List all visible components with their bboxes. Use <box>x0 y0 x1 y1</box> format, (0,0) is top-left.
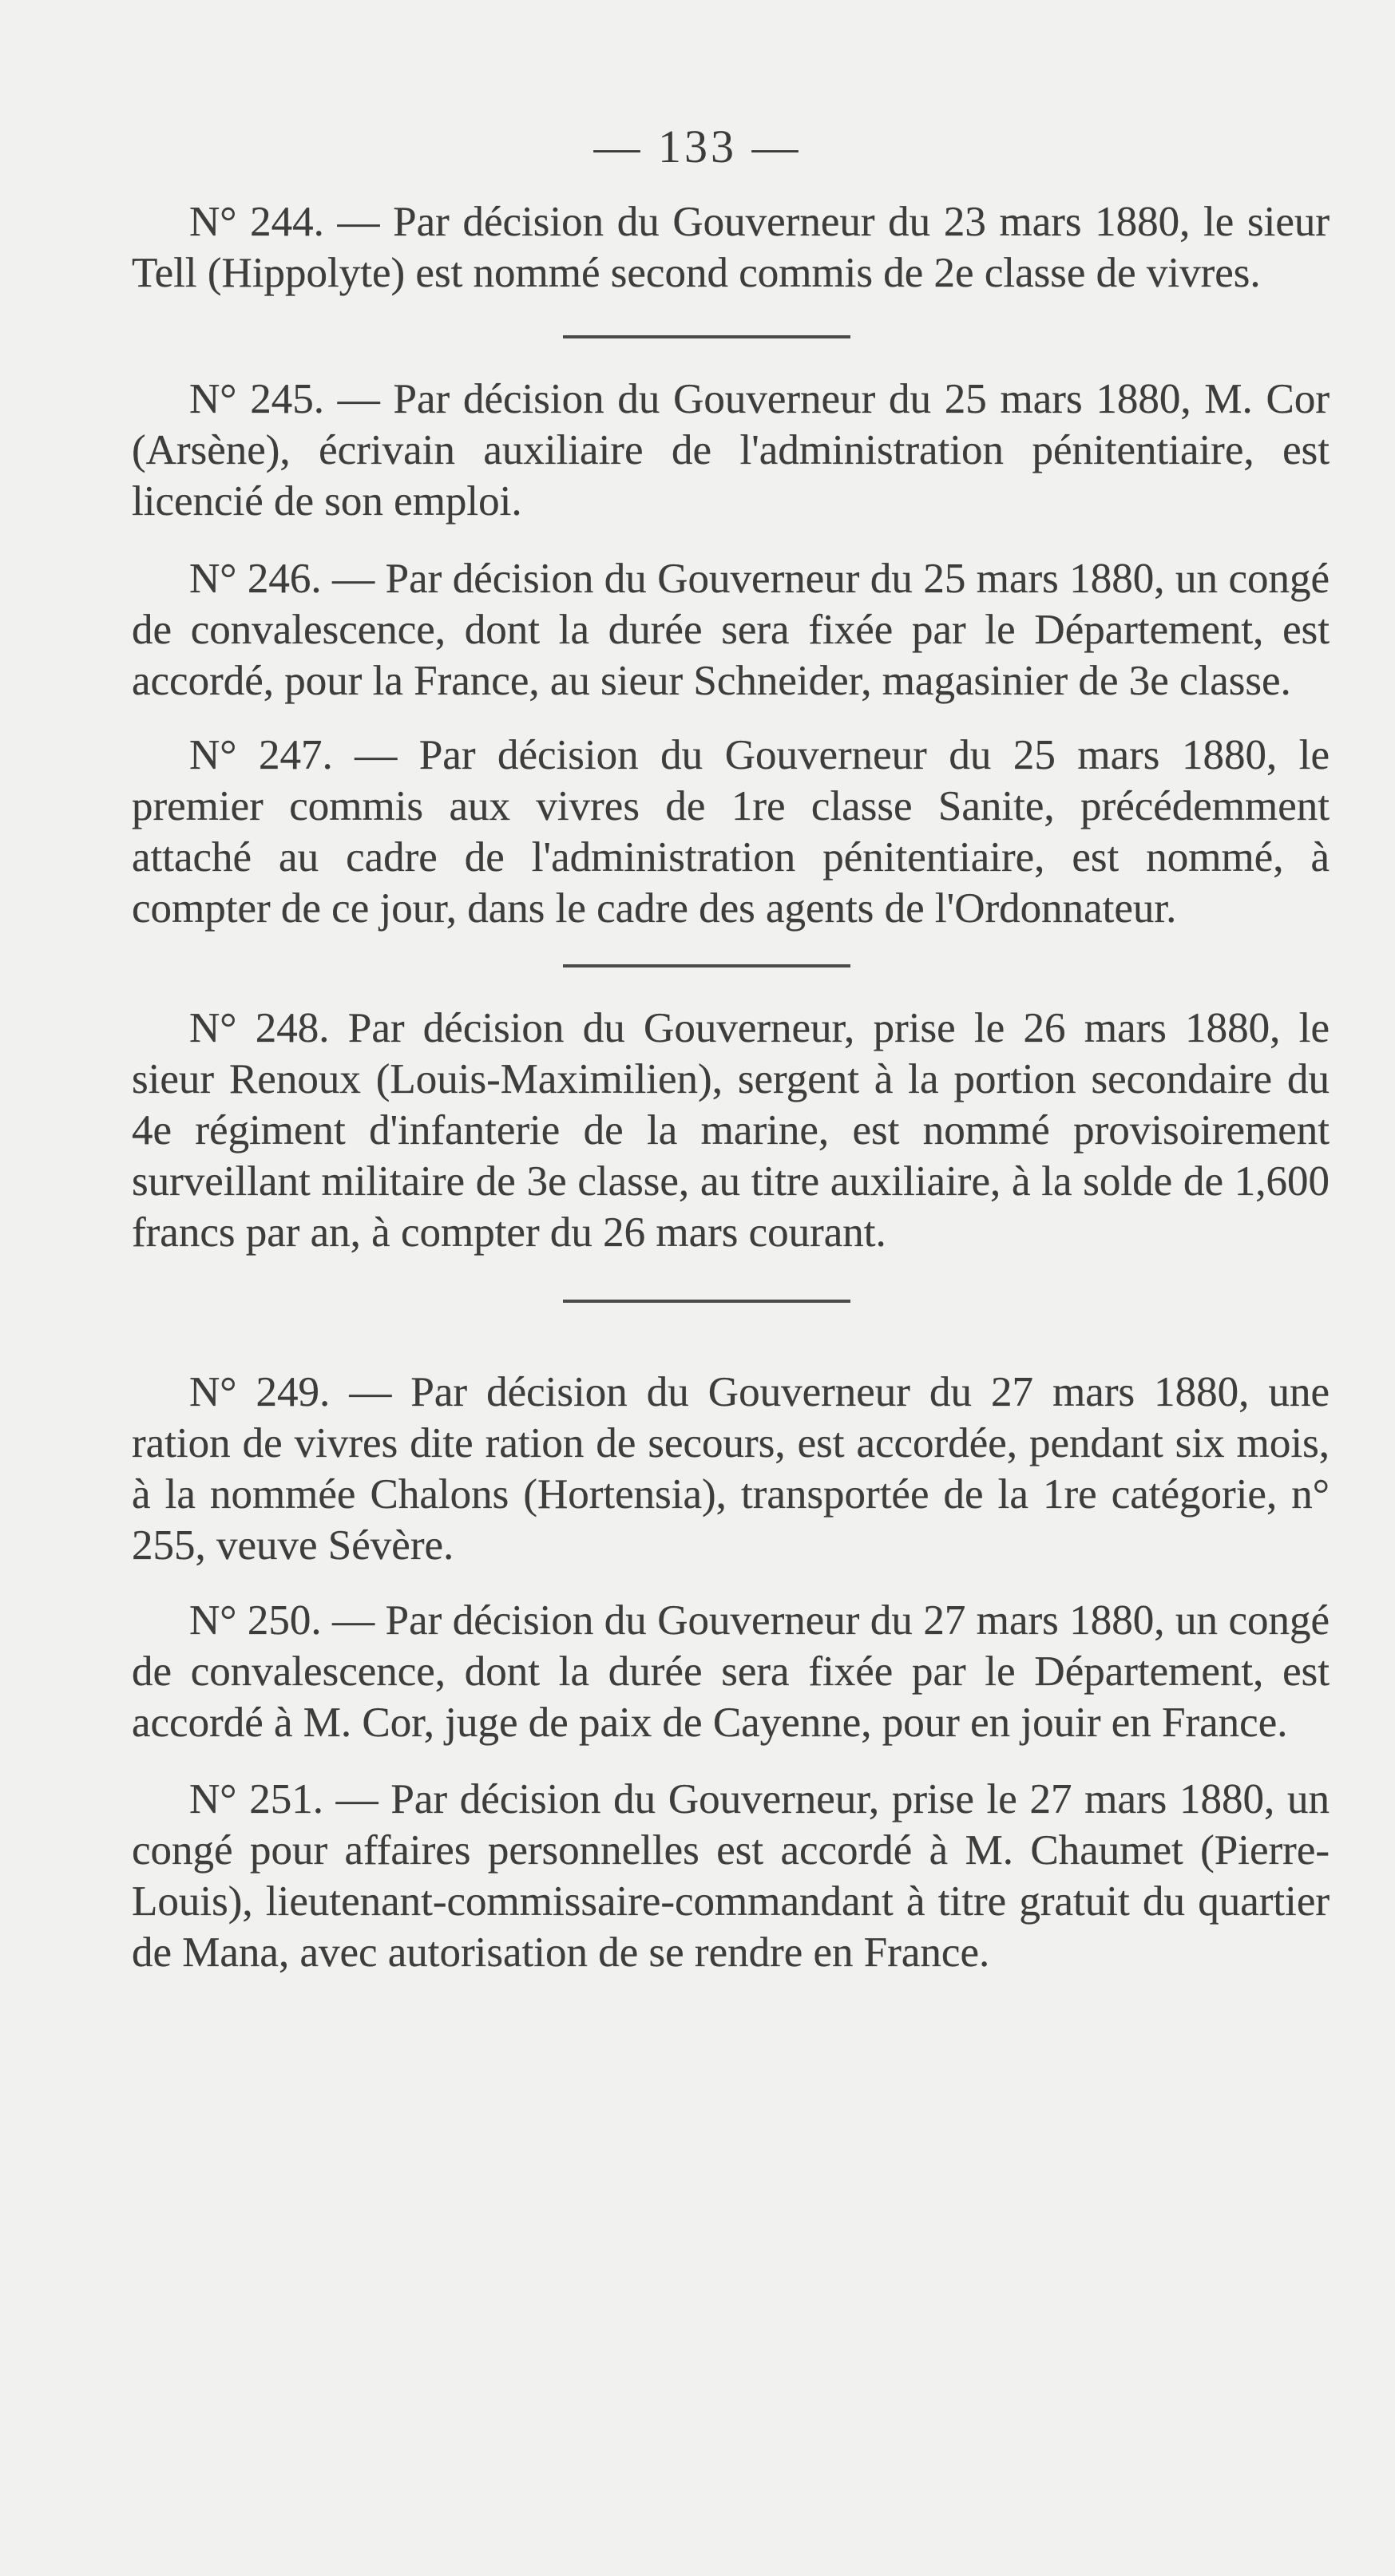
decision-entry-245: N° 245. — Par décision du Gouverneur du 25 mars 1880, M. Cor (Arsène), écrivain auxiliaire de l'administration pénitentiaire, est licencié de son emploi. <box>132 376 1330 524</box>
decision-entry-249: N° 249. — Par décision du Gouverneur du 27 mars 1880, une ration de vivres dite ration de secours, est accordée, pendant six mois, à la nommée Chalons (Hortensia), transportée de la 1re catégorie, n° 255, veuve Sévère. <box>132 1369 1330 1569</box>
decision-entry-246: N° 246. — Par décision du Gouverneur du 25 mars 1880, un congé de convalescence, dont la durée sera fixée par le Département, est accordé, pour la France, au sieur Schneider, magasinier de 3e classe. <box>132 556 1330 704</box>
separator-rule <box>563 964 850 967</box>
decision-entry-247: N° 247. — Par décision du Gouverneur du 25 mars 1880, le premier commis aux vivres de 1re classe Sanite, précédemment attaché au cadre de l'administration pénitentiaire, est nommé, à compter de ce jour, dans le cadre des agents de l'Ordonnateur. <box>132 732 1330 932</box>
separator-rule <box>563 1300 850 1303</box>
text-column <box>132 196 1330 1978</box>
decision-entry-244: N° 244. — Par décision du Gouverneur du 23 mars 1880, le sieur Tell (Hippolyte) est nommé second commis de 2e classe de vivres. <box>132 199 1330 296</box>
separator-rule <box>563 335 850 338</box>
decision-entry-250: N° 250. — Par décision du Gouverneur du 27 mars 1880, un congé de convalescence, dont la durée sera fixée par le Département, est accordé à M. Cor, juge de paix de Cayenne, pour en jouir en France. <box>132 1597 1330 1746</box>
decision-entry-251: N° 251. — Par décision du Gouverneur, prise le 27 mars 1880, un congé pour affaires personnelles est accordé à M. Chaumet (Pierre-Louis), lieutenant-commissaire-commandant à titre gratuit du quartier de Mana, avec autorisation de se rendre en France. <box>132 1776 1330 1976</box>
decision-entry-248: N° 248. Par décision du Gouverneur, prise le 26 mars 1880, le sieur Renoux (Louis-Maximilien), sergent à la portion secondaire du 4e régiment d'infanterie de la marine, est nommé provisoirement surveillant militaire de 3e classe, au titre auxiliaire, à la solde de 1,600 francs par an, à compter du 26 mars courant. <box>132 1005 1330 1256</box>
page-number: — 133 — <box>593 121 802 172</box>
